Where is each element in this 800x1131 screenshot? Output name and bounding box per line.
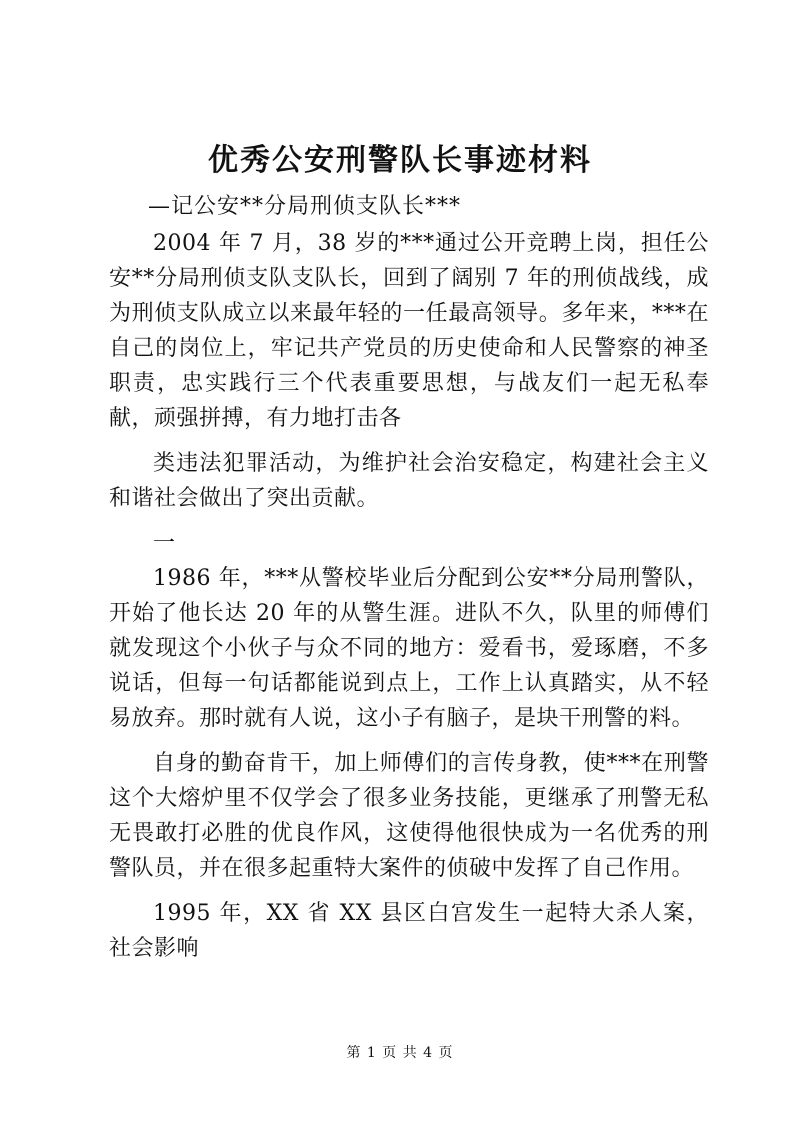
document-body bbox=[109, 226, 709, 966]
body-paragraph: 类违法犯罪活动，为维护社会治安稳定，构建社会主义和谐社会做出了突出贡献。 bbox=[109, 451, 709, 511]
body-paragraph: 1986 年，***从警校毕业后分配到公安**分局刑警队，开始了他长达 20 年的从警生涯。进队不久，队里的师傅们就发现这个小伙子与众不同的地方：爱看书，爱琢磨，不多说话，但每一句话都能说到点上，工作上认真踏实，从不轻易放弃。那时就有人说，这小子有脑子，是块干刑警的料。 bbox=[109, 566, 709, 731]
document-subtitle: —记公安**分局刑侦支队长*** bbox=[148, 194, 462, 219]
body-paragraph: 自身的勤奋肯干，加上师傅们的言传身教，使***在刑警这个大熔炉里不仅学会了很多业务技能，更继承了刑警无私无畏敢打必胜的优良作风，这使得他很快成为一名优秀的刑警队员，并在很多起重特大案件的侦破中发挥了自己作用。 bbox=[109, 751, 709, 881]
body-paragraph: 1995 年，XX 省 XX 县区白宫发生一起特大杀人案，社会影响 bbox=[109, 901, 709, 961]
page-footer: 第 1 页 共 4 页 bbox=[346, 1045, 454, 1061]
section-number: 一 bbox=[153, 531, 176, 556]
body-paragraph: 2004 年 7 月，38 岁的***通过公开竞聘上岗，担任公安**分局刑侦支队支队长，回到了阔别 7 年的刑侦战线，成为刑侦支队成立以来最年轻的一任最高领导。多年来，***在自己的岗位上，牢记共产党员的历史使命和人民警察的神圣职责，忠实践行三个代表重要思想，与战友们一起无私奉献，顽强拼搏，有力地打击各 bbox=[109, 231, 709, 431]
document-title: 优秀公安刑警队长事迹材料 bbox=[208, 143, 592, 178]
